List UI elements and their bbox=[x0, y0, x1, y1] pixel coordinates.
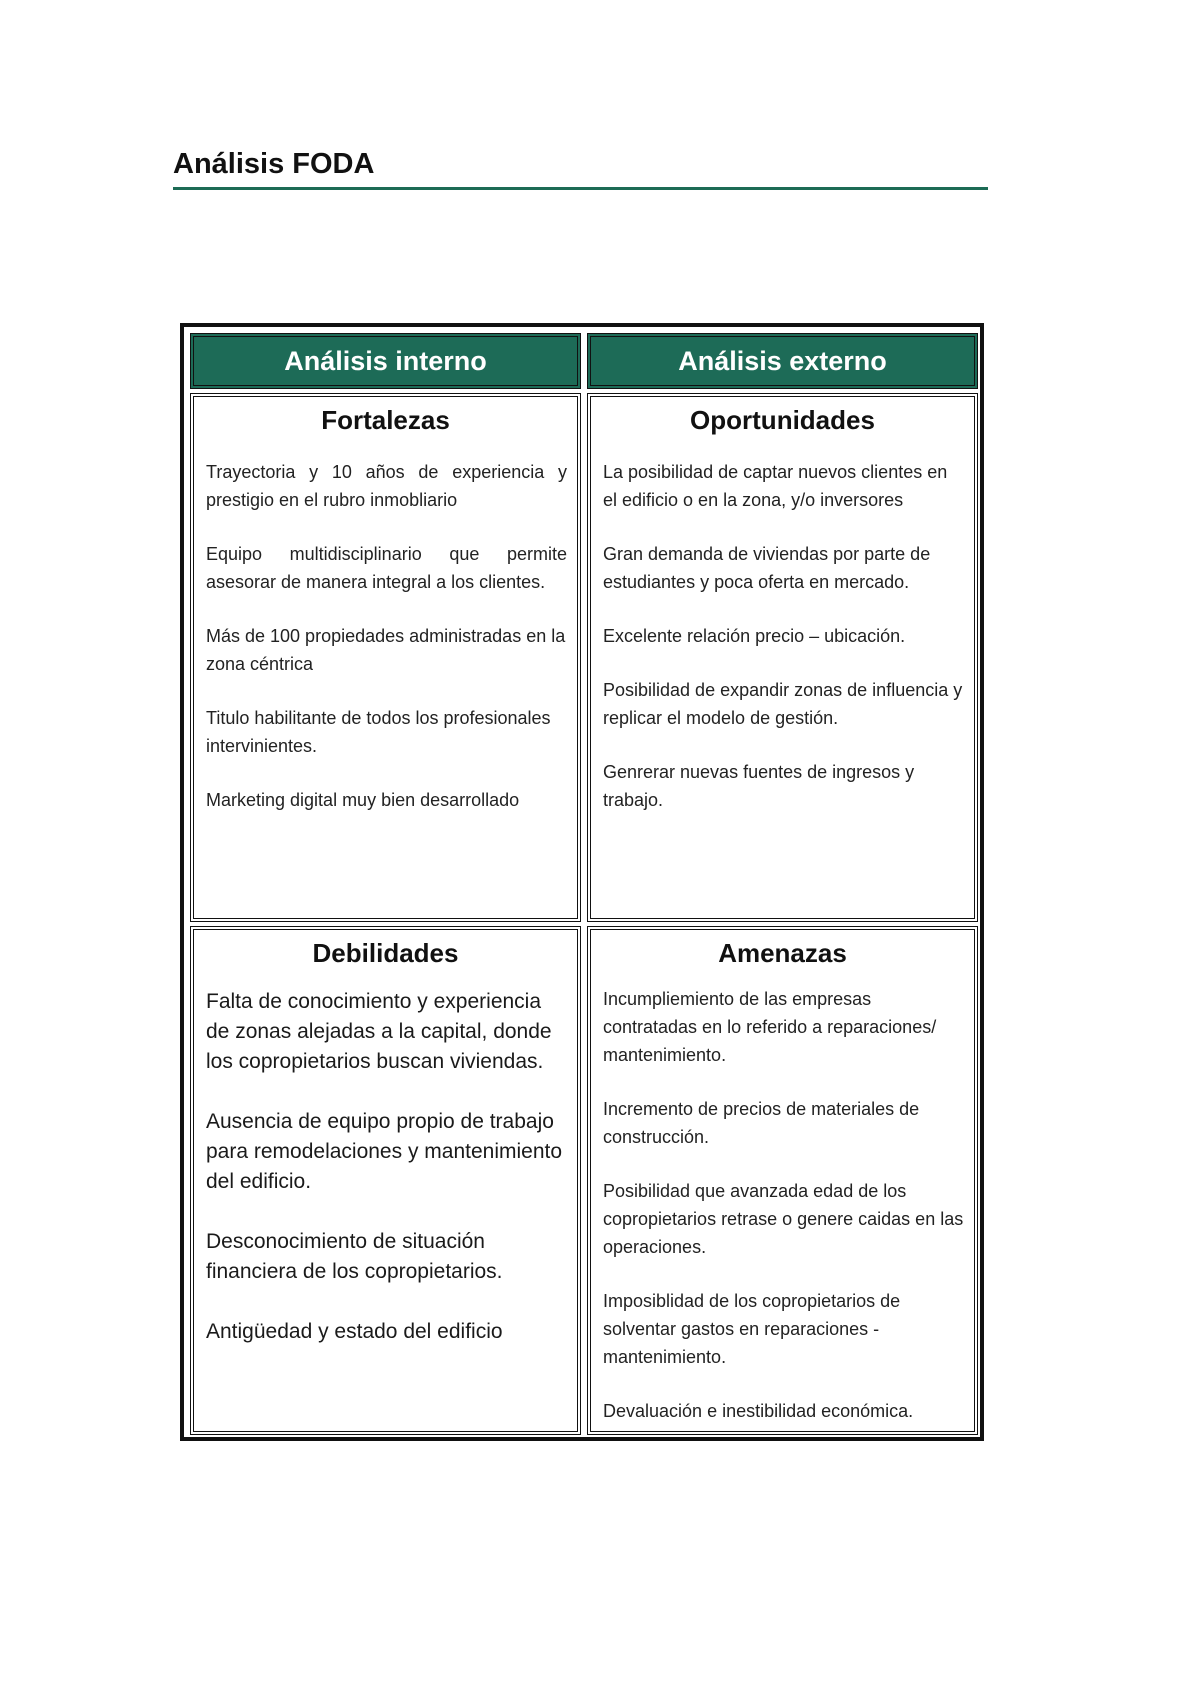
amenazas-item: Incumpliemiento de las empresas contratadas en lo referido a reparaciones/ mantenimiento. bbox=[603, 989, 937, 1065]
quadrant-fortalezas bbox=[190, 393, 581, 922]
debilidades-item: Antigüedad y estado del edificio bbox=[206, 1320, 503, 1343]
fortalezas-item: Marketing digital muy bien desarrollado bbox=[206, 790, 520, 810]
amenazas-list bbox=[591, 985, 974, 1425]
amenazas-title: Amenazas bbox=[718, 938, 847, 968]
debilidades-list bbox=[194, 987, 577, 1347]
header-external-analysis: Análisis externo bbox=[587, 333, 978, 389]
amenazas-item: Posibilidad que avanzada edad de los copropietarios retrase o genere caidas en las operaciones. bbox=[603, 1181, 964, 1257]
fortalezas-item: Equipo multidisciplinario que permite asesorar de manera integral a los clientes. bbox=[206, 544, 567, 592]
quadrant-oportunidades bbox=[587, 393, 978, 922]
fortalezas-list bbox=[194, 458, 577, 814]
debilidades-item: Desconocimiento de situación financiera de los copropietarios. bbox=[206, 1230, 503, 1283]
debilidades-item: Ausencia de equipo propio de trabajo para remodelaciones y mantenimiento del edificio. bbox=[206, 1110, 563, 1193]
title-underline bbox=[173, 187, 988, 190]
debilidades-title: Debilidades bbox=[312, 938, 459, 968]
quadrant-amenazas bbox=[587, 926, 978, 1435]
oportunidades-item: Genrerar nuevas fuentes de ingresos y trabajo. bbox=[603, 762, 915, 810]
fortalezas-item: Trayectoria y 10 años de experiencia y prestigio en el rubro inmobliario bbox=[206, 462, 567, 510]
fortalezas-item: Más de 100 propiedades administradas en la zona céntrica bbox=[206, 626, 566, 674]
quadrant-debilidades bbox=[190, 926, 581, 1435]
fortalezas-item: Titulo habilitante de todos los profesionales intervinientes. bbox=[206, 708, 551, 756]
header-internal-analysis: Análisis interno bbox=[190, 333, 581, 389]
oportunidades-item: Gran demanda de viviendas por parte de estudiantes y poca oferta en mercado. bbox=[603, 544, 931, 592]
oportunidades-list bbox=[591, 458, 974, 814]
amenazas-item: Incremento de precios de materiales de construcción. bbox=[603, 1099, 920, 1147]
amenazas-item: Imposiblidad de los copropietarios de solventar gastos en reparaciones - mantenimiento. bbox=[603, 1291, 901, 1367]
oportunidades-item: Posibilidad de expandir zonas de influencia y replicar el modelo de gestión. bbox=[603, 680, 963, 728]
foda-table bbox=[180, 323, 984, 1441]
oportunidades-title: Oportunidades bbox=[690, 405, 875, 435]
fortalezas-title: Fortalezas bbox=[321, 405, 450, 435]
amenazas-item: Devaluación e inestibilidad económica. bbox=[603, 1401, 914, 1421]
oportunidades-item: Excelente relación precio – ubicación. bbox=[603, 626, 906, 646]
document-title: Análisis FODA bbox=[173, 148, 375, 180]
oportunidades-item: La posibilidad de captar nuevos clientes en el edificio o en la zona, y/o inversores bbox=[603, 462, 948, 510]
debilidades-item: Falta de conocimiento y experiencia de zonas alejadas a la capital, donde los copropietarios buscan viviendas. bbox=[206, 990, 552, 1073]
